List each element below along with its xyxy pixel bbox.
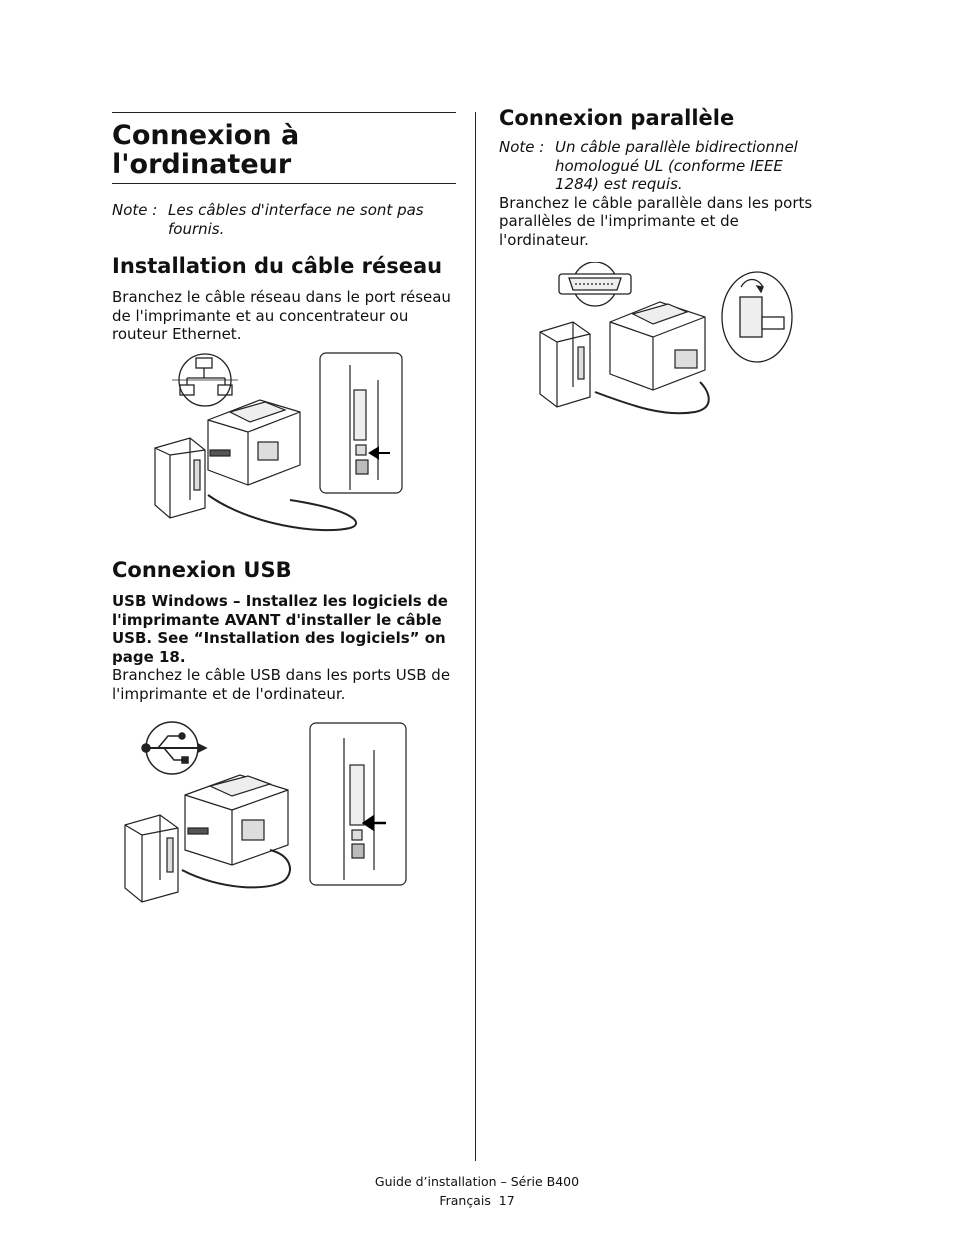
parallel-note-text: Un câble parallèle bidirectionnel homologué UL (conforme IEEE 1284) est requis. [555, 138, 798, 193]
printer-icon [610, 302, 705, 390]
usb-icon [142, 722, 206, 774]
title-bottom-rule [112, 183, 456, 184]
parallel-connection-figure [535, 262, 797, 422]
parallel-cable-note [499, 138, 829, 194]
usb-illustration [120, 720, 410, 905]
parallel-port-icon [559, 262, 631, 306]
usb-heading: Connexion USB [112, 558, 292, 582]
page-title: Connexion à l'ordinateur [112, 120, 300, 180]
usb-port-callout [310, 723, 406, 885]
parallel-illustration [535, 262, 797, 422]
network-port-callout [320, 353, 402, 493]
network-heading: Installation du câble réseau [112, 254, 443, 278]
usb-section [112, 556, 456, 703]
title-top-rule [112, 112, 456, 113]
parallel-heading: Connexion parallèle [499, 106, 735, 130]
footer-guide-title: Guide d’installation – Série B400 [374, 1174, 580, 1189]
footer-page-number: Français 17 [439, 1193, 515, 1208]
usb-body: Branchez le câble USB dans les ports USB de l'imprimante et de l'ordinateur. [112, 666, 451, 703]
note-text: Les câbles d'interface ne sont pas fournis. [168, 201, 424, 238]
computer-tower-icon [540, 322, 590, 407]
note-label: Note : [112, 201, 158, 219]
column-divider [475, 112, 476, 1161]
network-illustration [150, 350, 410, 540]
left-column [112, 112, 456, 344]
computer-tower-icon [155, 438, 205, 518]
connector-detail-callout [722, 272, 792, 362]
network-body: Branchez le câble réseau dans le port réseau de l'imprimante et au concentrateur ou routeur Ethernet. [112, 288, 451, 343]
network-hub-icon [172, 354, 238, 406]
interface-cable-note [112, 201, 456, 238]
right-column [499, 104, 829, 249]
computer-tower-icon [125, 815, 178, 902]
usb-windows-warning: USB Windows – Installez les logiciels de l'imprimante AVANT d'installer le câble USB. See “Installation des logiciels” on page 18. [112, 592, 448, 666]
parallel-body: Branchez le câble parallèle dans les ports parallèles de l'imprimante et de l'ordinateur. [499, 193, 813, 249]
usb-connection-figure [120, 720, 410, 905]
network-connection-figure [150, 350, 410, 540]
parallel-note-label: Note : [499, 138, 545, 156]
printer-icon [208, 400, 300, 485]
